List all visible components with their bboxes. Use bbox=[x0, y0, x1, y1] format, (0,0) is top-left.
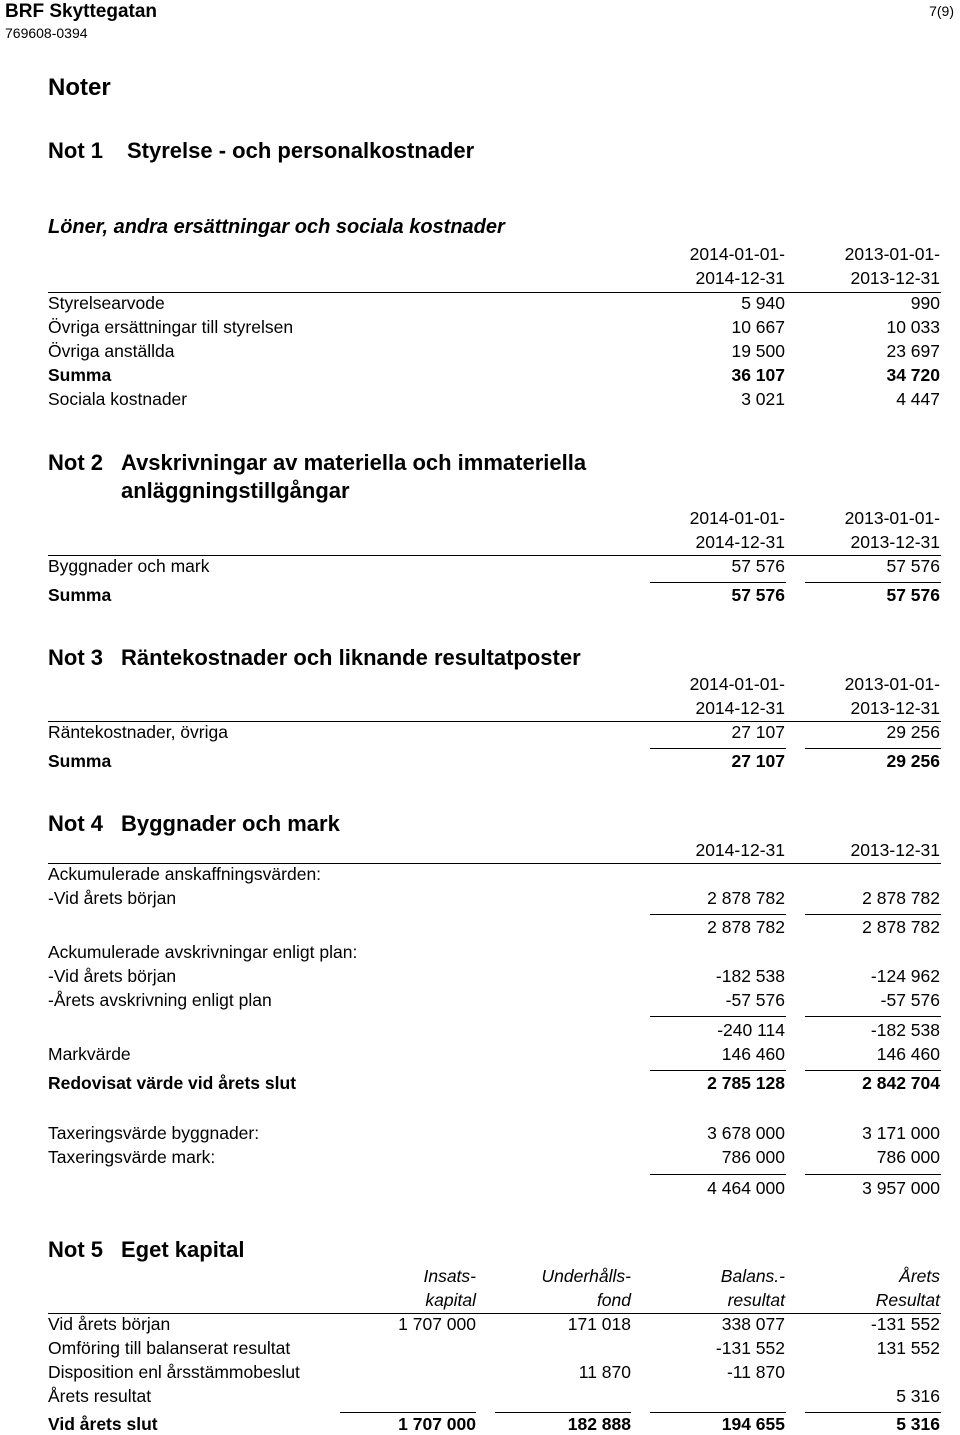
note-4-row-value: 2 878 782 bbox=[707, 888, 785, 908]
note-4-book-rule bbox=[650, 1070, 786, 1071]
note-5-cell: 131 552 bbox=[876, 1338, 940, 1358]
note-3-row-value: 27 107 bbox=[731, 722, 785, 742]
note-4-tax-rule bbox=[805, 1174, 941, 1175]
note-2-sum-value: 57 576 bbox=[886, 585, 940, 605]
org-name: BRF Skyttegatan bbox=[5, 1, 158, 22]
note-4-book-value: 2 785 128 bbox=[707, 1073, 785, 1093]
note-5-cell: -131 552 bbox=[715, 1338, 785, 1358]
note-4-book-value: 2 842 704 bbox=[862, 1073, 940, 1093]
note-1-row-value: 4 447 bbox=[896, 389, 940, 409]
note-5-total-rule bbox=[495, 1412, 631, 1413]
note-1-row-label: Övriga anställda bbox=[48, 341, 175, 361]
note-4-row-value: 3 678 000 bbox=[707, 1123, 785, 1143]
note-2-number: Not 2 bbox=[48, 450, 103, 475]
note-1-row-value: 10 667 bbox=[731, 317, 785, 337]
note-4-row-value: 2 878 782 bbox=[862, 888, 940, 908]
note-4-row-label: Taxeringsvärde byggnader: bbox=[48, 1123, 260, 1143]
note-1-row-value: 23 697 bbox=[886, 341, 940, 361]
note-1-row-label: Sociala kostnader bbox=[48, 389, 188, 409]
note-1-header-rule bbox=[48, 292, 941, 293]
note-4-acq-total: 2 878 782 bbox=[862, 917, 940, 937]
note-3-row-value: 29 256 bbox=[886, 722, 940, 742]
note-2-sum-label: Summa bbox=[48, 585, 112, 605]
note-1-row-label: Övriga ersättningar till styrelsen bbox=[48, 317, 294, 337]
note-2-row-value: 57 576 bbox=[731, 556, 785, 576]
note-4-row-label: -Årets avskrivning enligt plan bbox=[48, 990, 272, 1010]
note-3-col1-head-a: 2014-01-01- bbox=[689, 674, 785, 694]
note-5-total-cell: 1 707 000 bbox=[398, 1414, 476, 1434]
note-4-dep-total: -240 114 bbox=[717, 1020, 785, 1040]
note-3-col2-head-a: 2013-01-01- bbox=[844, 674, 940, 694]
note-4-row-value: -57 576 bbox=[725, 990, 785, 1010]
note-4-acq-total: 2 878 782 bbox=[707, 917, 785, 937]
note-4-acq-heading: Ackumulerade anskaffningsvärden: bbox=[48, 864, 322, 884]
note-4-tax-rule bbox=[650, 1174, 786, 1175]
note-5-col-header: Underhålls- bbox=[541, 1266, 631, 1286]
note-5-number: Not 5 bbox=[48, 1237, 103, 1262]
note-1-col1-head-a: 2014-01-01- bbox=[689, 244, 785, 264]
note-4-tax-total: 3 957 000 bbox=[862, 1178, 940, 1198]
note-5-title: Eget kapital bbox=[121, 1237, 245, 1262]
note-5-cell: 171 018 bbox=[567, 1314, 631, 1334]
note-4-row-value: 146 460 bbox=[876, 1044, 940, 1064]
note-1-row-value: 3 021 bbox=[741, 389, 785, 409]
note-4-row-label: -Vid årets början bbox=[48, 966, 177, 986]
note-1-col1-head-b: 2014-12-31 bbox=[695, 268, 785, 288]
note-1-row-value: 19 500 bbox=[731, 341, 785, 361]
note-5-col-header: Årets bbox=[899, 1266, 940, 1286]
note-1-row-value: 10 033 bbox=[886, 317, 940, 337]
note-2-row-label: Byggnader och mark bbox=[48, 556, 210, 576]
note-1-sum-value: 34 720 bbox=[886, 365, 940, 385]
note-1-row-label: Styrelsearvode bbox=[48, 293, 165, 313]
note-2-col2-head-b: 2013-12-31 bbox=[850, 532, 940, 552]
note-4-row-label: Markvärde bbox=[48, 1044, 131, 1064]
note-4-book-rule bbox=[805, 1070, 941, 1071]
note-2-col1-head-a: 2014-01-01- bbox=[689, 508, 785, 528]
note-5-row-label: Disposition enl årsstämmobeslut bbox=[48, 1362, 300, 1382]
note-5-row-label: Årets resultat bbox=[48, 1386, 152, 1406]
note-5-total-label: Vid årets slut bbox=[48, 1414, 158, 1434]
note-4-dep-heading: Ackumulerade avskrivningar enligt plan: bbox=[48, 942, 358, 962]
note-2-row-value: 57 576 bbox=[886, 556, 940, 576]
page-number: 7(9) bbox=[929, 3, 954, 19]
note-2-title-line2: anläggningstillgångar bbox=[121, 478, 350, 503]
note-4-row-value: -182 538 bbox=[715, 966, 785, 986]
note-5-cell: 11 870 bbox=[578, 1362, 631, 1382]
org-number: 769608-0394 bbox=[5, 25, 88, 41]
page-title: Noter bbox=[48, 74, 111, 101]
note-5-col-header: Balans.- bbox=[720, 1266, 785, 1286]
note-5-cell: 5 316 bbox=[896, 1386, 940, 1406]
note-4-row-label: -Vid årets början bbox=[48, 888, 177, 908]
note-4-subtotal-rule bbox=[650, 914, 786, 915]
note-2-title-line1: Avskrivningar av materiella och immateriella bbox=[121, 450, 587, 475]
note-1-row-value: 5 940 bbox=[741, 293, 785, 313]
note-1-row-value: 990 bbox=[910, 293, 940, 313]
note-5-col-header: Insats- bbox=[423, 1266, 476, 1286]
note-1-col2-head-b: 2013-12-31 bbox=[850, 268, 940, 288]
note-5-cell: -11 870 bbox=[726, 1362, 785, 1382]
note-5-cell: 338 077 bbox=[721, 1314, 785, 1334]
note-3-sum-label: Summa bbox=[48, 751, 112, 771]
note-2-sum-rule bbox=[650, 582, 786, 583]
note-3-sum-rule bbox=[805, 748, 941, 749]
note-5-col-header: Resultat bbox=[875, 1290, 940, 1310]
note-4-title: Byggnader och mark bbox=[121, 811, 340, 836]
note-3-sum-value: 29 256 bbox=[886, 751, 940, 771]
note-4-subtotal-rule bbox=[805, 1016, 941, 1017]
note-5-col-header: fond bbox=[596, 1290, 631, 1310]
note-5-total-rule bbox=[650, 1412, 786, 1413]
note-4-row-value: 786 000 bbox=[721, 1147, 785, 1167]
note-4-dep-total: -182 538 bbox=[870, 1020, 940, 1040]
note-4-col2-head: 2013-12-31 bbox=[850, 840, 940, 860]
note-4-row-value: 786 000 bbox=[876, 1147, 940, 1167]
note-5-row-label: Vid årets början bbox=[48, 1314, 171, 1334]
note-5-total-rule bbox=[805, 1412, 941, 1413]
note-5-total-rule bbox=[340, 1412, 476, 1413]
note-2-col2-head-a: 2013-01-01- bbox=[844, 508, 940, 528]
note-3-col1-head-b: 2014-12-31 bbox=[695, 698, 785, 718]
note-4-number: Not 4 bbox=[48, 811, 103, 836]
note-1-sum-value: 36 107 bbox=[731, 365, 785, 385]
note-1-number: Not 1 bbox=[48, 138, 103, 163]
note-3-title: Räntekostnader och liknande resultatposter bbox=[121, 645, 581, 670]
note-2-sum-rule bbox=[805, 582, 941, 583]
note-4-row-value: -57 576 bbox=[880, 990, 940, 1010]
note-4-book-label: Redovisat värde vid årets slut bbox=[48, 1073, 297, 1093]
note-5-col-header: resultat bbox=[727, 1290, 785, 1310]
note-4-subtotal-rule bbox=[805, 914, 941, 915]
note-3-row-label: Räntekostnader, övriga bbox=[48, 722, 228, 742]
note-1-sum-label: Summa bbox=[48, 365, 112, 385]
note-5-total-cell: 194 655 bbox=[721, 1414, 785, 1434]
note-3-sum-rule bbox=[650, 748, 786, 749]
note-3-col2-head-b: 2013-12-31 bbox=[850, 698, 940, 718]
note-5-total-cell: 182 888 bbox=[567, 1414, 631, 1434]
note-5-total-cell: 5 316 bbox=[896, 1414, 940, 1434]
note-1-title: Styrelse - och personalkostnader bbox=[127, 138, 475, 163]
note-1-subtitle: Löner, andra ersättningar och sociala kostnader bbox=[48, 216, 505, 238]
note-4-col1-head: 2014-12-31 bbox=[695, 840, 785, 860]
note-5-row-label: Omföring till balanserat resultat bbox=[48, 1338, 291, 1358]
note-4-subtotal-rule bbox=[650, 1016, 786, 1017]
note-4-row-value: 3 171 000 bbox=[862, 1123, 940, 1143]
note-3-sum-value: 27 107 bbox=[731, 751, 785, 771]
note-4-tax-total: 4 464 000 bbox=[707, 1178, 785, 1198]
note-5-col-header: kapital bbox=[425, 1290, 476, 1310]
note-4-row-value: -124 962 bbox=[870, 966, 940, 986]
note-5-cell: -131 552 bbox=[870, 1314, 940, 1334]
note-2-col1-head-b: 2014-12-31 bbox=[695, 532, 785, 552]
note-2-sum-value: 57 576 bbox=[731, 585, 785, 605]
note-4-row-value: 146 460 bbox=[721, 1044, 785, 1064]
note-1-col2-head-a: 2013-01-01- bbox=[844, 244, 940, 264]
note-4-row-label: Taxeringsvärde mark: bbox=[48, 1147, 216, 1167]
note-3-number: Not 3 bbox=[48, 645, 103, 670]
note-5-cell: 1 707 000 bbox=[398, 1314, 476, 1334]
note-5-header-rule bbox=[48, 1313, 941, 1314]
